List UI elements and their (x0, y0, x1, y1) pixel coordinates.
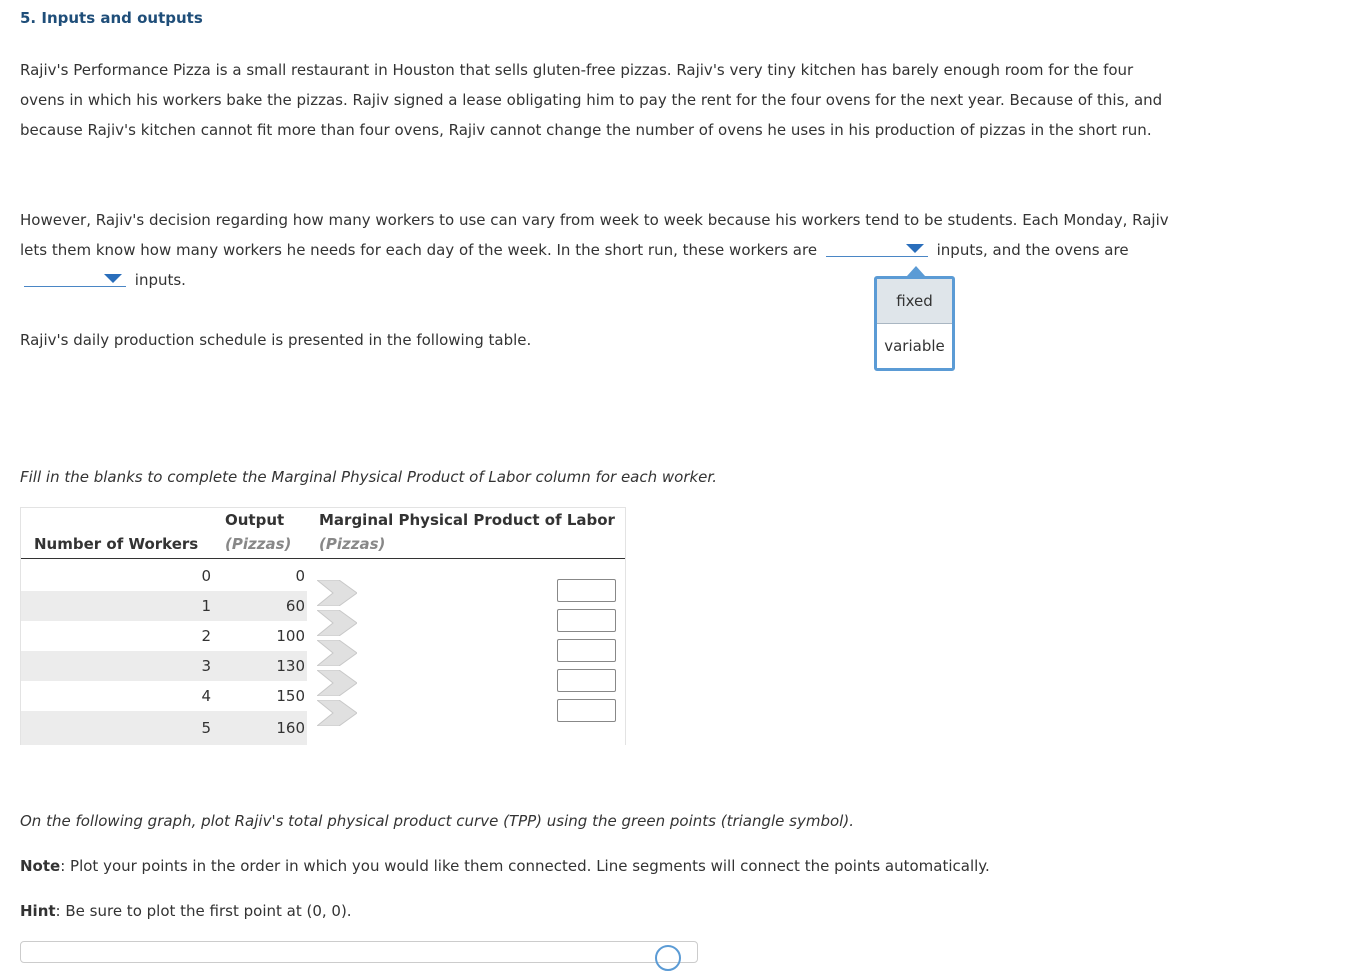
chevron-right-icon (317, 700, 357, 726)
dropdown-arrow-icon (906, 244, 924, 253)
chevron-right-icon (317, 610, 357, 636)
hint-body: : Be sure to plot the first point at (0, 0). (55, 902, 352, 920)
header-mpp: Marginal Physical Product of Labor (319, 511, 615, 529)
table-row (21, 681, 307, 711)
dropdown-option-fixed[interactable]: fixed (877, 279, 952, 324)
workers-cell: 1 (201, 597, 211, 615)
table-row (21, 651, 307, 681)
note-label: Note (20, 857, 61, 875)
chevron-right-icon (317, 670, 357, 696)
workers-cell: 0 (201, 567, 211, 585)
mpp-input-4[interactable] (557, 669, 616, 692)
production-table (20, 507, 626, 745)
dropdown-menu (874, 276, 955, 371)
mpp-input-1[interactable] (557, 579, 616, 602)
workers-cell: 4 (201, 687, 211, 705)
dropdown-arrow-icon (104, 274, 122, 283)
table-row (21, 621, 307, 651)
output-cell: 0 (295, 567, 305, 585)
chevron-right-icon (317, 580, 357, 606)
header-divider (21, 558, 625, 559)
chevron-right-icon (317, 640, 357, 666)
intro-paragraph: Rajiv's Performance Pizza is a small restaurant in Houston that sells gluten-free pizzas. Rajiv's very tiny kitchen has barely enough room for the four ovens in which his workers bake the pizzas. Rajiv signed a lease obligating him to pay the rent for the four ovens for the next year. Because of this, and because Rajiv's kitchen cannot fit more than four ovens, Rajiv cannot change the number of ovens he uses in his production of pizzas in the short run. (20, 61, 1163, 139)
table-row (21, 561, 307, 591)
graph-container (20, 941, 698, 963)
mpp-input-3[interactable] (557, 639, 616, 662)
workers-input-type-dropdown[interactable] (826, 238, 928, 257)
hint-label: Hint (20, 902, 56, 920)
dropdown-option-variable[interactable]: variable (884, 337, 945, 355)
question-text-2: inputs, and the ovens are (936, 241, 1129, 259)
note-text (20, 851, 1170, 881)
output-cell: 150 (276, 687, 305, 705)
ovens-input-type-dropdown[interactable] (24, 268, 126, 287)
header-output-unit: (Pizzas) (225, 535, 292, 553)
workers-cell: 2 (201, 627, 211, 645)
graph-instruction: On the following graph, plot Rajiv's total physical product curve (TPP) using the green points (triangle symbol). (20, 812, 854, 830)
schedule-text: Rajiv's daily production schedule is presented in the following table. (20, 331, 532, 349)
question-text-3: inputs. (134, 271, 186, 289)
question-paragraph (20, 205, 1170, 295)
header-workers: Number of Workers (34, 535, 199, 553)
workers-cell: 3 (201, 657, 211, 675)
help-icon[interactable] (655, 945, 681, 971)
workers-cell: 5 (201, 719, 211, 737)
table-row (21, 711, 307, 745)
output-cell: 100 (276, 627, 305, 645)
table-row (21, 591, 307, 621)
output-cell: 160 (276, 719, 305, 737)
output-cell: 60 (285, 597, 305, 615)
question-text-1: However, Rajiv's decision regarding how many workers to use can vary from week to week because his workers tend to be students. Each Monday, Rajiv lets them know how many workers he needs for each day of the week. In the short run, these workers are (20, 211, 1169, 259)
section-heading: 5. Inputs and outputs (20, 9, 203, 27)
hint-text (20, 896, 1170, 926)
dropdown-pointer-icon (907, 266, 925, 276)
mpp-input-2[interactable] (557, 609, 616, 632)
note-body: : Plot your points in the order in which you would like them connected. Line segments will connect the points automatically. (60, 857, 990, 875)
header-output: Output (225, 511, 285, 529)
table-instruction: Fill in the blanks to complete the Marginal Physical Product of Labor column for each worker. (20, 468, 717, 486)
mpp-input-5[interactable] (557, 699, 616, 722)
output-cell: 130 (276, 657, 305, 675)
header-mpp-unit: (Pizzas) (319, 535, 386, 553)
